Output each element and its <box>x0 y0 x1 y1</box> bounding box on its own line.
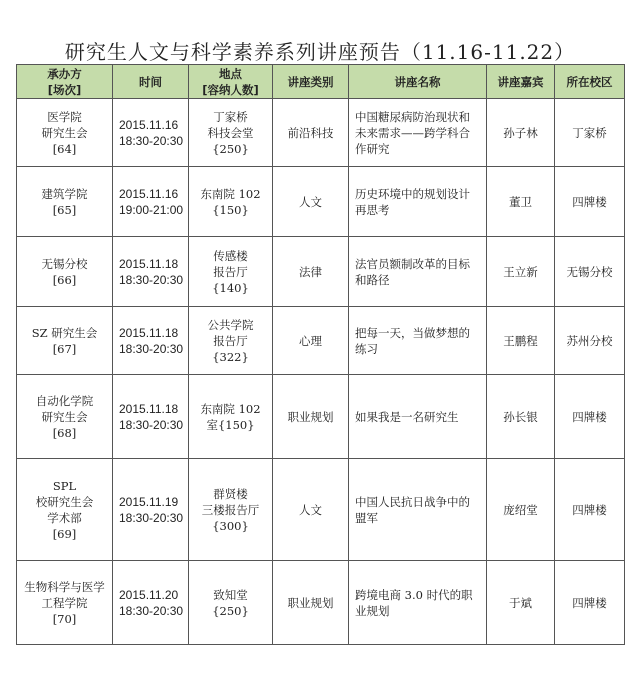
place-cell: 公共学院 报告厅 {322} <box>189 307 273 375</box>
col-header-guest: 讲座嘉宾 <box>487 65 555 99</box>
col-header-place: 地点 [容纳人数] <box>189 65 273 99</box>
guest-cell: 董卫 <box>487 167 555 237</box>
campus-cell: 四牌楼 <box>555 459 625 561</box>
table-row <box>17 237 625 307</box>
col-header-host: 承办方 [场次] <box>17 65 113 99</box>
guest-cell: 庞绍堂 <box>487 459 555 561</box>
col-header-category: 讲座类别 <box>273 65 349 99</box>
guest-cell: 王立新 <box>487 237 555 307</box>
col-header-name: 讲座名称 <box>349 65 487 99</box>
table-row <box>17 307 625 375</box>
campus-cell: 丁家桥 <box>555 99 625 167</box>
host-cell: 无锡分校 [66] <box>17 237 113 307</box>
table-header-row <box>17 65 625 99</box>
place-cell: 传感楼 报告厅 {140} <box>189 237 273 307</box>
page-title: 研究生人文与科学素养系列讲座预告（11.16-11.22） <box>64 40 576 64</box>
lecture-name-cell: 历史环境中的规划设计再思考 <box>349 167 487 237</box>
lecture-name-cell: 把每一天，当做梦想的练习 <box>349 307 487 375</box>
col-header-time: 时间 <box>113 65 189 99</box>
time-cell: 2015.11.19 18:30-20:30 <box>113 459 189 561</box>
host-cell: 建筑学院 [65] <box>17 167 113 237</box>
place-cell: 丁家桥 科技会堂 {250} <box>189 99 273 167</box>
lecture-name-cell: 中国糖尿病防治现状和未来需求——跨学科合作研究 <box>349 99 487 167</box>
guest-cell: 于斌 <box>487 561 555 645</box>
lecture-name-cell: 法官员额制改革的目标和路径 <box>349 237 487 307</box>
lecture-name-cell: 中国人民抗日战争中的盟军 <box>349 459 487 561</box>
time-cell: 2015.11.18 18:30-20:30 <box>113 375 189 459</box>
category-cell: 心理 <box>273 307 349 375</box>
category-cell: 前沿科技 <box>273 99 349 167</box>
category-cell: 职业规划 <box>273 561 349 645</box>
category-cell: 法律 <box>273 237 349 307</box>
time-cell: 2015.11.20 18:30-20:30 <box>113 561 189 645</box>
category-cell: 人文 <box>273 167 349 237</box>
campus-cell: 无锡分校 <box>555 237 625 307</box>
lecture-name-cell: 跨境电商 3.0 时代的职业规划 <box>349 561 487 645</box>
lecture-name-cell: 如果我是一名研究生 <box>349 375 487 459</box>
campus-cell: 四牌楼 <box>555 375 625 459</box>
host-cell: 自动化学院 研究生会 [68] <box>17 375 113 459</box>
table-row <box>17 375 625 459</box>
table-row <box>17 99 625 167</box>
table-row <box>17 459 625 561</box>
host-cell: SZ 研究生会 [67] <box>17 307 113 375</box>
campus-cell: 四牌楼 <box>555 167 625 237</box>
time-cell: 2015.11.18 18:30-20:30 <box>113 237 189 307</box>
category-cell: 职业规划 <box>273 375 349 459</box>
place-cell: 群贤楼 三楼报告厅 {300} <box>189 459 273 561</box>
table-row <box>17 167 625 237</box>
time-cell: 2015.11.18 18:30-20:30 <box>113 307 189 375</box>
category-cell: 人文 <box>273 459 349 561</box>
guest-cell: 孙长银 <box>487 375 555 459</box>
lecture-schedule-table <box>16 64 625 645</box>
guest-cell: 王鹏程 <box>487 307 555 375</box>
host-cell: SPL 校研究生会 学术部 [69] <box>17 459 113 561</box>
col-header-campus: 所在校区 <box>555 65 625 99</box>
place-cell: 东南院 102 {150} <box>189 167 273 237</box>
time-cell: 2015.11.16 19:00-21:00 <box>113 167 189 237</box>
place-cell: 致知堂 {250} <box>189 561 273 645</box>
host-cell: 生物科学与医学工程学院 [70] <box>17 561 113 645</box>
guest-cell: 孙子林 <box>487 99 555 167</box>
time-cell: 2015.11.16 18:30-20:30 <box>113 99 189 167</box>
campus-cell: 苏州分校 <box>555 307 625 375</box>
table-row <box>17 561 625 645</box>
campus-cell: 四牌楼 <box>555 561 625 645</box>
host-cell: 医学院 研究生会 [64] <box>17 99 113 167</box>
place-cell: 东南院 102 室{150} <box>189 375 273 459</box>
